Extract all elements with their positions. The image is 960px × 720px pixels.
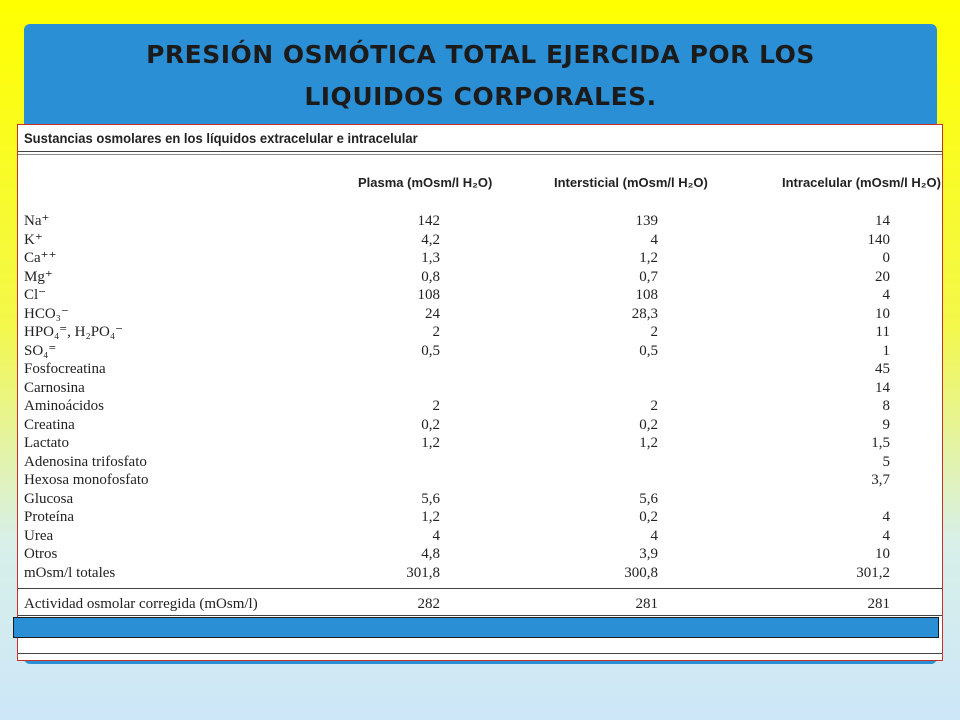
cell-plasma: 4,8 [421,546,440,562]
cell-plasma: 2 [432,398,440,414]
table-row [18,490,943,508]
header-intracelular: Intracelular (mOsm/l H₂O) [782,175,941,190]
cell-plasma: 301,8 [406,564,440,581]
row-label: Adenosina trifosfato [24,453,147,470]
cell-intracelular: 4 [882,509,890,525]
row-label: Otros [24,546,58,562]
cell-intersticial: 4 [650,231,658,248]
cell-plasma: 0,2 [421,416,440,433]
cell-plasma: 0,8 [421,268,440,285]
cell-intersticial: 28,3 [631,305,658,322]
cell-intracelular: 14 [875,213,890,229]
cell-intracelular: 11 [875,324,890,340]
row-label: mOsm/l totales [24,564,116,581]
row-label: Proteína [24,509,74,525]
cell-intracelular: 10 [875,546,890,562]
header-intersticial: Intersticial (mOsm/l H₂O) [554,175,708,190]
row-label: Urea [24,527,54,544]
highlight-bar [13,617,939,638]
cell-intracelular: 10 [875,305,890,322]
table-row [18,564,943,582]
cell-intersticial: 0,2 [639,416,658,433]
divider-top-2 [18,154,942,155]
cell-intersticial: 2 [650,324,658,340]
cell-intersticial: 1,2 [639,250,658,266]
table-row [18,360,943,378]
row-label: Cl⁻ [24,287,47,303]
row-label: Actividad osmolar corregida (mOsm/l) [24,596,258,612]
cell-intracelular: 140 [867,231,890,248]
cell-plasma: 4 [432,527,440,544]
table-row [18,508,943,526]
table-row [18,434,943,452]
cell-intracelular: 45 [875,361,890,377]
table-row [18,379,943,397]
cell-plasma: 1,2 [421,435,440,451]
cell-intersticial: 108 [635,287,658,303]
cell-intracelular: 20 [875,268,890,285]
cell-intersticial: 3,9 [639,546,658,562]
cell-intracelular: 3,7 [871,472,890,488]
table-caption: Sustancias osmolares en los líquidos extracelular e intracelular [24,130,418,146]
header-plasma: Plasma (mOsm/l H₂O) [358,175,493,190]
row-label: SO₄⁼ [24,342,57,359]
title-line-1: PRESIÓN OSMÓTICA TOTAL EJERCIDA POR LOS [146,40,815,69]
table-row [18,471,943,489]
cell-intersticial: 139 [635,213,658,229]
cell-plasma: 2 [432,324,440,340]
row-label: Lactato [24,435,69,451]
divider-bottom-2 [18,653,942,654]
row-label: K⁺ [24,231,43,248]
row-label: Ca⁺⁺ [24,250,57,266]
cell-intracelular: 1 [882,342,890,359]
cell-plasma: 0,5 [421,342,440,359]
row-label: HPO₄⁼, H₂PO₄⁻ [24,324,124,340]
cell-intracelular: 5 [882,453,890,470]
cell-intracelular: 8 [882,398,890,414]
divider-bottom [18,615,942,616]
table-row [18,323,943,341]
table-row [18,212,943,230]
table-row [18,305,943,323]
table-row [18,231,943,249]
cell-intracelular: 1,5 [871,435,890,451]
slide-title [24,34,937,118]
row-label: HCO₃⁻ [24,305,69,322]
cell-intracelular: 4 [882,527,890,544]
table-row-corrected [18,595,943,613]
cell-intracelular: 4 [882,287,890,303]
table-row [18,545,943,563]
row-label: Na⁺ [24,213,50,229]
cell-plasma: 4,2 [421,231,440,248]
row-label: Glucosa [24,490,74,507]
table-row [18,527,943,545]
cell-intersticial: 1,2 [639,435,658,451]
row-label: Hexosa monofosfato [24,472,149,488]
table-row [18,342,943,360]
osmolar-table-image [17,124,943,661]
table-row [18,286,943,304]
title-line-2: LIQUIDOS CORPORALES. [304,82,657,111]
cell-intracelular: 14 [875,379,890,396]
cell-intersticial: 2 [650,398,658,414]
cell-plasma: 5,6 [421,490,440,507]
table-row [18,397,943,415]
divider-totals [18,588,942,589]
cell-plasma: 1,2 [421,509,440,525]
row-label: Creatina [24,416,75,433]
cell-intracelular: 301,2 [856,564,890,581]
table-row [18,249,943,267]
cell-plasma: 108 [417,287,440,303]
table-row [18,453,943,471]
cell-intersticial: 0,7 [639,268,658,285]
row-label: Fosfocreatina [24,361,106,377]
cell-intracelular: 281 [867,596,890,612]
table-row [18,416,943,434]
cell-intracelular: 9 [882,416,890,433]
row-label: Carnosina [24,379,85,396]
cell-intersticial: 300,8 [624,564,658,581]
cell-plasma: 142 [417,213,440,229]
cell-intersticial: 0,5 [639,342,658,359]
row-label: Mg⁺ [24,268,53,285]
cell-intersticial: 5,6 [639,490,658,507]
cell-plasma: 24 [425,305,440,322]
divider-top [18,151,942,152]
row-label: Aminoácidos [24,398,104,414]
cell-intersticial: 281 [635,596,658,612]
table-row [18,268,943,286]
cell-intersticial: 0,2 [639,509,658,525]
cell-intersticial: 4 [650,527,658,544]
cell-plasma: 282 [417,596,440,612]
cell-intracelular: 0 [882,250,890,266]
cell-plasma: 1,3 [421,250,440,266]
